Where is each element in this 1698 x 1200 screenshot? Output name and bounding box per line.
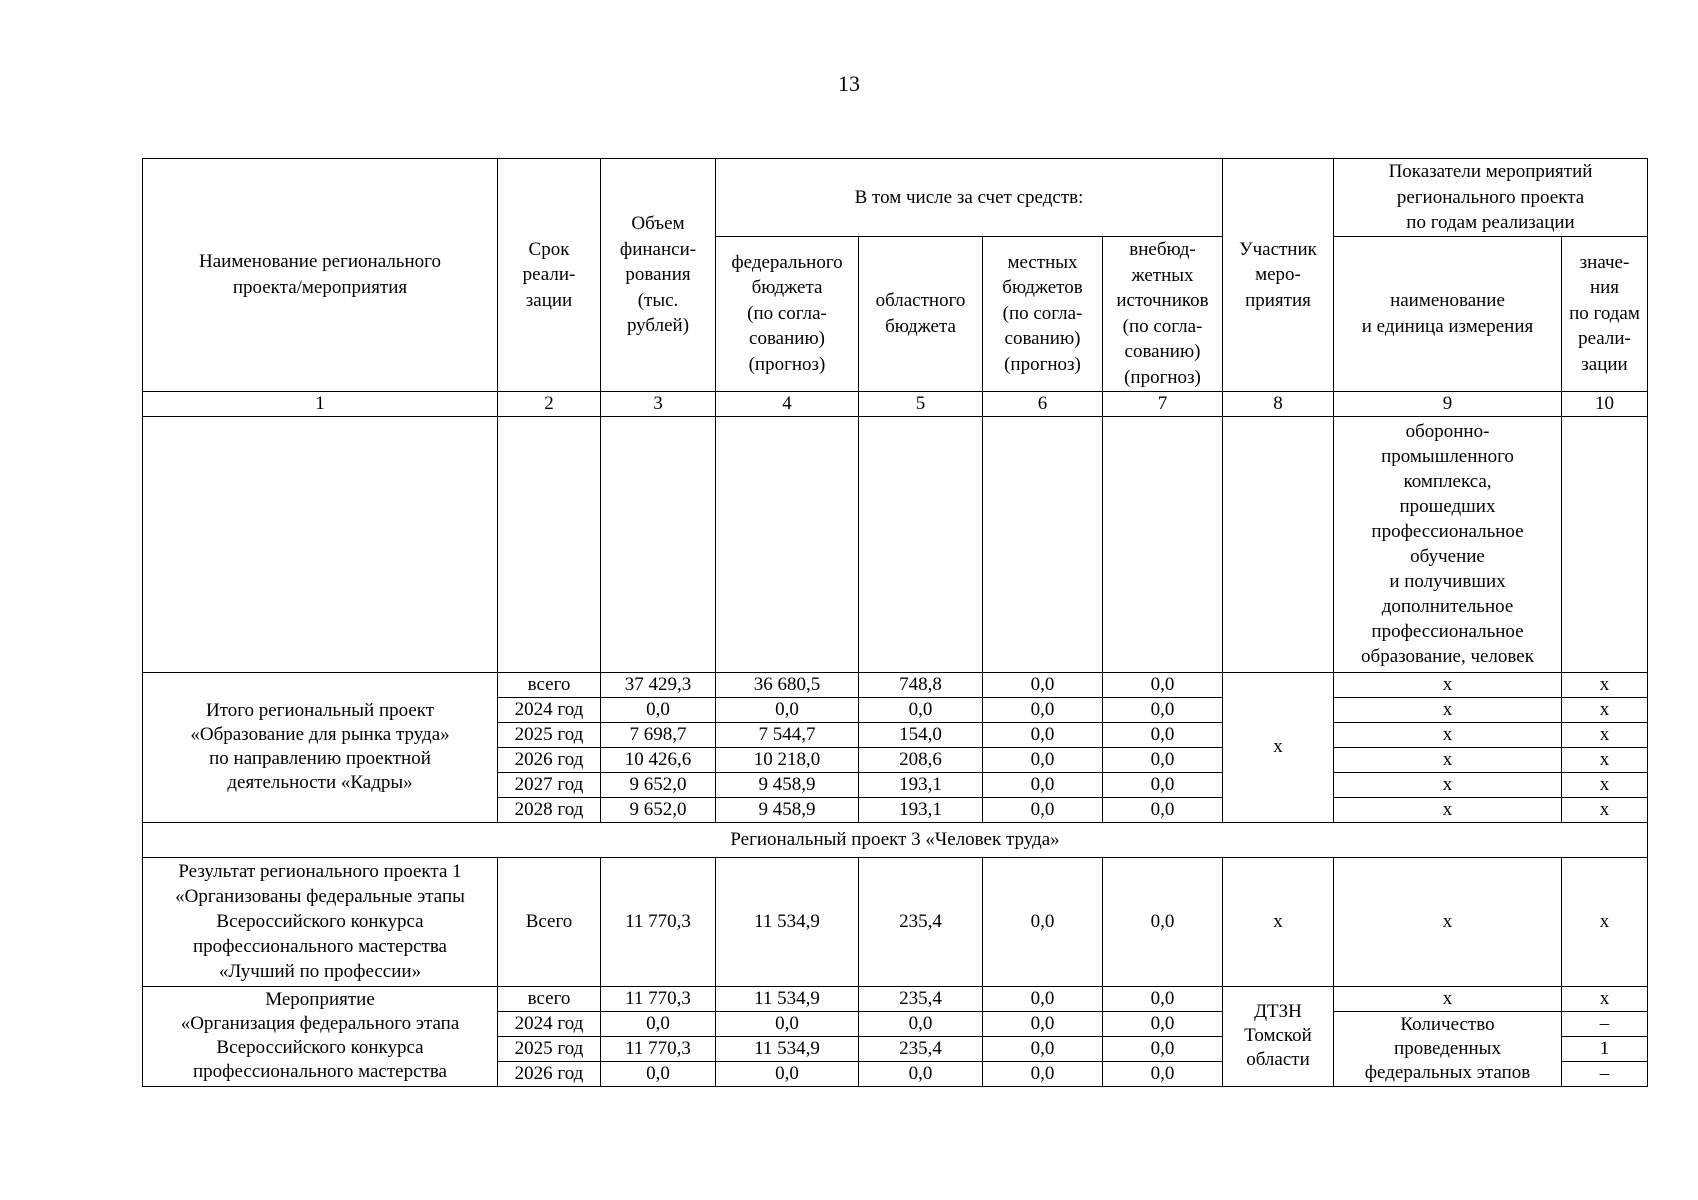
federal-cell: 0,0 xyxy=(716,1011,859,1036)
extra-cell: 0,0 xyxy=(1103,672,1223,697)
period-cell: 2024 год xyxy=(498,697,601,722)
value-cell: х xyxy=(1562,857,1648,986)
header-federal-budget: федерального бюджета (по согла- сованию) (прогноз) xyxy=(716,236,859,391)
empty-cell xyxy=(1562,416,1648,672)
total-cell: 10 426,6 xyxy=(601,747,716,772)
period-cell: 2027 год xyxy=(498,772,601,797)
federal-cell: 11 534,9 xyxy=(716,857,859,986)
indicator-cell: х xyxy=(1334,857,1562,986)
extra-cell: 0,0 xyxy=(1103,797,1223,822)
local-cell: 0,0 xyxy=(983,1061,1103,1086)
value-cell: – xyxy=(1562,1011,1648,1036)
header-indicators-group: Показатели мероприятий регионального проекта по годам реализации xyxy=(1334,159,1648,237)
header-total-financing: Объем финанси- рования (тыс. рублей) xyxy=(601,159,716,392)
column-number: 2 xyxy=(498,391,601,416)
value-cell: х xyxy=(1562,797,1648,822)
extra-cell: 0,0 xyxy=(1103,986,1223,1011)
extra-cell: 0,0 xyxy=(1103,772,1223,797)
header-indicator-values: значе- ния по годам реали- зации xyxy=(1562,236,1648,391)
table-row xyxy=(143,672,1648,697)
local-cell: 0,0 xyxy=(983,672,1103,697)
value-cell: 1 xyxy=(1562,1036,1648,1061)
local-cell: 0,0 xyxy=(983,1011,1103,1036)
indicator-cell: х xyxy=(1334,722,1562,747)
empty-cell xyxy=(716,416,859,672)
indicator-continuation-text: оборонно- промышленного комплекса, прошедших профессиональное обучение и получивших дополнительное профессиональное образование, человек xyxy=(1334,416,1562,672)
total-cell: 11 770,3 xyxy=(601,1036,716,1061)
period-cell: 2025 год xyxy=(498,1036,601,1061)
total-cell: 37 429,3 xyxy=(601,672,716,697)
total-cell: 9 652,0 xyxy=(601,797,716,822)
extra-cell: 0,0 xyxy=(1103,697,1223,722)
table-row xyxy=(143,986,1648,1011)
value-cell: х xyxy=(1562,747,1648,772)
column-number: 6 xyxy=(983,391,1103,416)
empty-cell xyxy=(1223,416,1334,672)
value-cell: х xyxy=(1562,722,1648,747)
period-cell: всего xyxy=(498,672,601,697)
total-cell: 11 770,3 xyxy=(601,986,716,1011)
federal-cell: 7 544,7 xyxy=(716,722,859,747)
indicator-cell: х xyxy=(1334,986,1562,1011)
column-number: 7 xyxy=(1103,391,1223,416)
activity-indicator-name: Количество проведенных федеральных этапов xyxy=(1334,1011,1562,1086)
participant-cell: х xyxy=(1223,857,1334,986)
section-row xyxy=(143,822,1648,857)
header-project-name: Наименование регионального проекта/мероприятия xyxy=(143,159,498,392)
indicator-cell: х xyxy=(1334,797,1562,822)
total-cell: 0,0 xyxy=(601,697,716,722)
regional-cell: 0,0 xyxy=(859,1061,983,1086)
total-cell: 9 652,0 xyxy=(601,772,716,797)
indicator-cell: х xyxy=(1334,747,1562,772)
empty-cell xyxy=(601,416,716,672)
federal-cell: 11 534,9 xyxy=(716,986,859,1011)
column-number: 8 xyxy=(1223,391,1334,416)
result-name: Результат регионального проекта 1 «Организованы федеральные этапы Всероссийского конкурса профессионального мастерства «Лучший по профессии» xyxy=(143,857,498,986)
local-cell: 0,0 xyxy=(983,722,1103,747)
local-cell: 0,0 xyxy=(983,1036,1103,1061)
extra-cell: 0,0 xyxy=(1103,1061,1223,1086)
section-title: Региональный проект 3 «Человек труда» xyxy=(143,822,1648,857)
continuation-row xyxy=(143,416,1648,672)
regional-cell: 193,1 xyxy=(859,797,983,822)
indicator-cell: х xyxy=(1334,772,1562,797)
federal-cell: 0,0 xyxy=(716,1061,859,1086)
regional-cell: 235,4 xyxy=(859,986,983,1011)
value-cell: х xyxy=(1562,672,1648,697)
column-number: 1 xyxy=(143,391,498,416)
empty-cell xyxy=(983,416,1103,672)
regional-cell: 748,8 xyxy=(859,672,983,697)
total-project-name: Итого региональный проект «Образование для рынка труда» по направлению проектной деятельности «Кадры» xyxy=(143,672,498,822)
page-number: 13 xyxy=(838,71,860,96)
regional-cell: 235,4 xyxy=(859,857,983,986)
local-cell: 0,0 xyxy=(983,857,1103,986)
total-cell: 11 770,3 xyxy=(601,857,716,986)
header-period: Срок реали- зации xyxy=(498,159,601,392)
regional-cell: 0,0 xyxy=(859,697,983,722)
indicator-cell: х xyxy=(1334,672,1562,697)
extra-cell: 0,0 xyxy=(1103,857,1223,986)
federal-cell: 11 534,9 xyxy=(716,1036,859,1061)
period-cell: 2024 год xyxy=(498,1011,601,1036)
column-number: 10 xyxy=(1562,391,1648,416)
total-project-participant: х xyxy=(1223,672,1334,822)
header-participant: Участник меро- приятия xyxy=(1223,159,1334,392)
regional-cell: 208,6 xyxy=(859,747,983,772)
empty-cell xyxy=(498,416,601,672)
period-cell: 2025 год xyxy=(498,722,601,747)
extra-cell: 0,0 xyxy=(1103,1011,1223,1036)
federal-cell: 10 218,0 xyxy=(716,747,859,772)
period-cell: Всего xyxy=(498,857,601,986)
column-number: 4 xyxy=(716,391,859,416)
header-local-budget: местных бюджетов (по согла- сованию) (прогноз) xyxy=(983,236,1103,391)
column-numbers-row xyxy=(143,391,1648,416)
local-cell: 0,0 xyxy=(983,986,1103,1011)
period-cell: всего xyxy=(498,986,601,1011)
financing-table xyxy=(142,158,1648,1087)
local-cell: 0,0 xyxy=(983,797,1103,822)
value-cell: х xyxy=(1562,986,1648,1011)
period-cell: 2028 год xyxy=(498,797,601,822)
value-cell: х xyxy=(1562,772,1648,797)
column-number: 3 xyxy=(601,391,716,416)
period-cell: 2026 год xyxy=(498,747,601,772)
local-cell: 0,0 xyxy=(983,697,1103,722)
period-cell: 2026 год xyxy=(498,1061,601,1086)
total-cell: 0,0 xyxy=(601,1061,716,1086)
total-cell: 7 698,7 xyxy=(601,722,716,747)
extra-cell: 0,0 xyxy=(1103,1036,1223,1061)
column-number: 5 xyxy=(859,391,983,416)
federal-cell: 36 680,5 xyxy=(716,672,859,697)
column-number: 9 xyxy=(1334,391,1562,416)
federal-cell: 9 458,9 xyxy=(716,797,859,822)
local-cell: 0,0 xyxy=(983,772,1103,797)
header-indicator-name: наименование и единица измерения xyxy=(1334,236,1562,391)
extra-cell: 0,0 xyxy=(1103,722,1223,747)
federal-cell: 9 458,9 xyxy=(716,772,859,797)
regional-cell: 154,0 xyxy=(859,722,983,747)
empty-cell xyxy=(859,416,983,672)
value-cell: – xyxy=(1562,1061,1648,1086)
extra-cell: 0,0 xyxy=(1103,747,1223,772)
federal-cell: 0,0 xyxy=(716,697,859,722)
total-cell: 0,0 xyxy=(601,1011,716,1036)
regional-cell: 235,4 xyxy=(859,1036,983,1061)
result-row xyxy=(143,857,1648,986)
activity-participant: ДТЗН Томской области xyxy=(1223,986,1334,1086)
header-regional-budget: областного бюджета xyxy=(859,236,983,391)
regional-cell: 0,0 xyxy=(859,1011,983,1036)
empty-cell xyxy=(143,416,498,672)
value-cell: х xyxy=(1562,697,1648,722)
header-extrabudgetary: внебюд- жетных источников (по согла- сованию) (прогноз) xyxy=(1103,236,1223,391)
header-funds-group: В том числе за счет средств: xyxy=(716,159,1223,237)
indicator-cell: х xyxy=(1334,697,1562,722)
regional-cell: 193,1 xyxy=(859,772,983,797)
empty-cell xyxy=(1103,416,1223,672)
activity-name: Мероприятие «Организация федерального этапа Всероссийского конкурса профессионального мастерства xyxy=(143,986,498,1086)
local-cell: 0,0 xyxy=(983,747,1103,772)
